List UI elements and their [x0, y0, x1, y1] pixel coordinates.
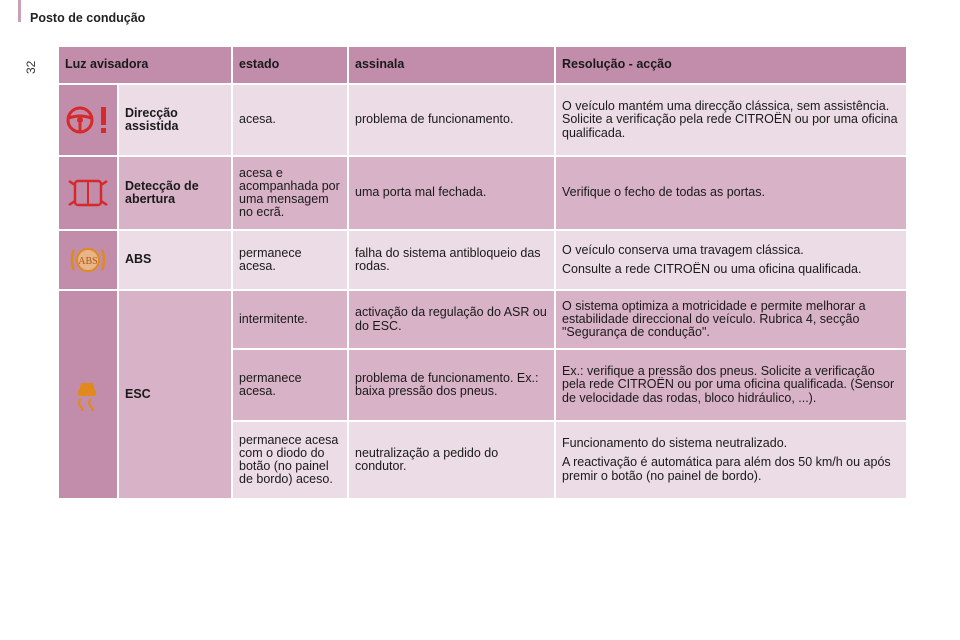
warning-lights-table [57, 45, 908, 500]
warning-signals: problema de funcionamento. [349, 85, 554, 155]
resolution-text: Funcionamento do sistema neutralizado. [562, 436, 788, 451]
warning-signals: activação da regulação do ASR ou do ESC. [349, 291, 554, 348]
resolution-text: Consulte a rede CITROËN ou uma oficina qualificada. [562, 262, 862, 276]
power-steering-warning-icon [65, 104, 111, 136]
warning-state: acesa e acompanhada por uma mensagem no ecrã. [233, 157, 347, 229]
table-row [59, 231, 906, 289]
warning-resolution [556, 85, 906, 155]
icon-cell [59, 85, 117, 155]
resolution-text: O veículo conserva uma travagem clássica. [562, 242, 804, 257]
warning-resolution [556, 422, 906, 498]
esc-warning-icon [65, 379, 111, 411]
door-open-warning-icon [65, 177, 111, 209]
warning-signals: neutralização a pedido do condutor. [349, 422, 554, 498]
icon-cell [59, 231, 117, 289]
warning-resolution [556, 157, 906, 229]
warning-signals: uma porta mal fechada. [349, 157, 554, 229]
table-row [59, 85, 906, 155]
warning-state: intermitente. [233, 291, 347, 348]
abs-icon-label: ABS [78, 256, 98, 267]
resolution-text: Ex.: verifique a pressão dos pneus. Solicite a verificação pela rede CITROËN ou por uma oficina qualificada. (Sensor de velocidade das rodas, bloco hidráulico, ...). [562, 364, 895, 405]
warning-resolution [556, 231, 906, 289]
page-number: 32 [24, 60, 38, 74]
resolution-text: A reactivação é automática para além dos 50 km/h ou após premir o botão (no painel de bordo). [562, 455, 891, 483]
column-header-state: estado [233, 47, 347, 83]
column-header-resolution: Resolução - acção [556, 47, 906, 83]
resolution-text: O sistema optimiza a motricidade e permite melhorar a estabilidade direccional do veículo. Rubrica 4, secção "Segurança de condução". [562, 298, 866, 340]
warning-signals: problema de funcionamento. Ex.: baixa pressão dos pneus. [349, 350, 554, 420]
icon-cell [59, 157, 117, 229]
resolution-text: Verifique o fecho de todas as portas. [562, 185, 765, 200]
warning-name: ESC [119, 291, 231, 498]
warning-state: permanece acesa. [233, 350, 347, 420]
table-row [59, 157, 906, 229]
warning-state: acesa. [233, 85, 347, 155]
warning-resolution [556, 350, 906, 420]
warning-state: permanece acesa. [233, 231, 347, 289]
warning-name: Detecção de abertura [119, 157, 231, 229]
icon-cell [59, 291, 117, 498]
table-row [59, 291, 906, 348]
column-header-warning-light: Luz avisadora [59, 47, 231, 83]
warning-name: Direcção assistida [119, 85, 231, 155]
warning-state: permanece acesa com o diodo do botão (no painel de bordo) aceso. [233, 422, 347, 498]
section-title: Posto de condução [30, 11, 146, 25]
abs-warning-icon [65, 244, 111, 276]
warning-resolution [556, 291, 906, 348]
table-header-row [59, 47, 906, 83]
column-header-signals: assinala [349, 47, 554, 83]
warning-name: ABS [119, 231, 231, 289]
warning-signals: falha do sistema antibloqueio das rodas. [349, 231, 554, 289]
resolution-text: O veículo mantém uma direcção clássica, sem assistência. Solicite a verificação pela rede CITROËN ou por uma oficina qualificada. [562, 99, 898, 140]
sidebar-accent-line [18, 0, 21, 22]
